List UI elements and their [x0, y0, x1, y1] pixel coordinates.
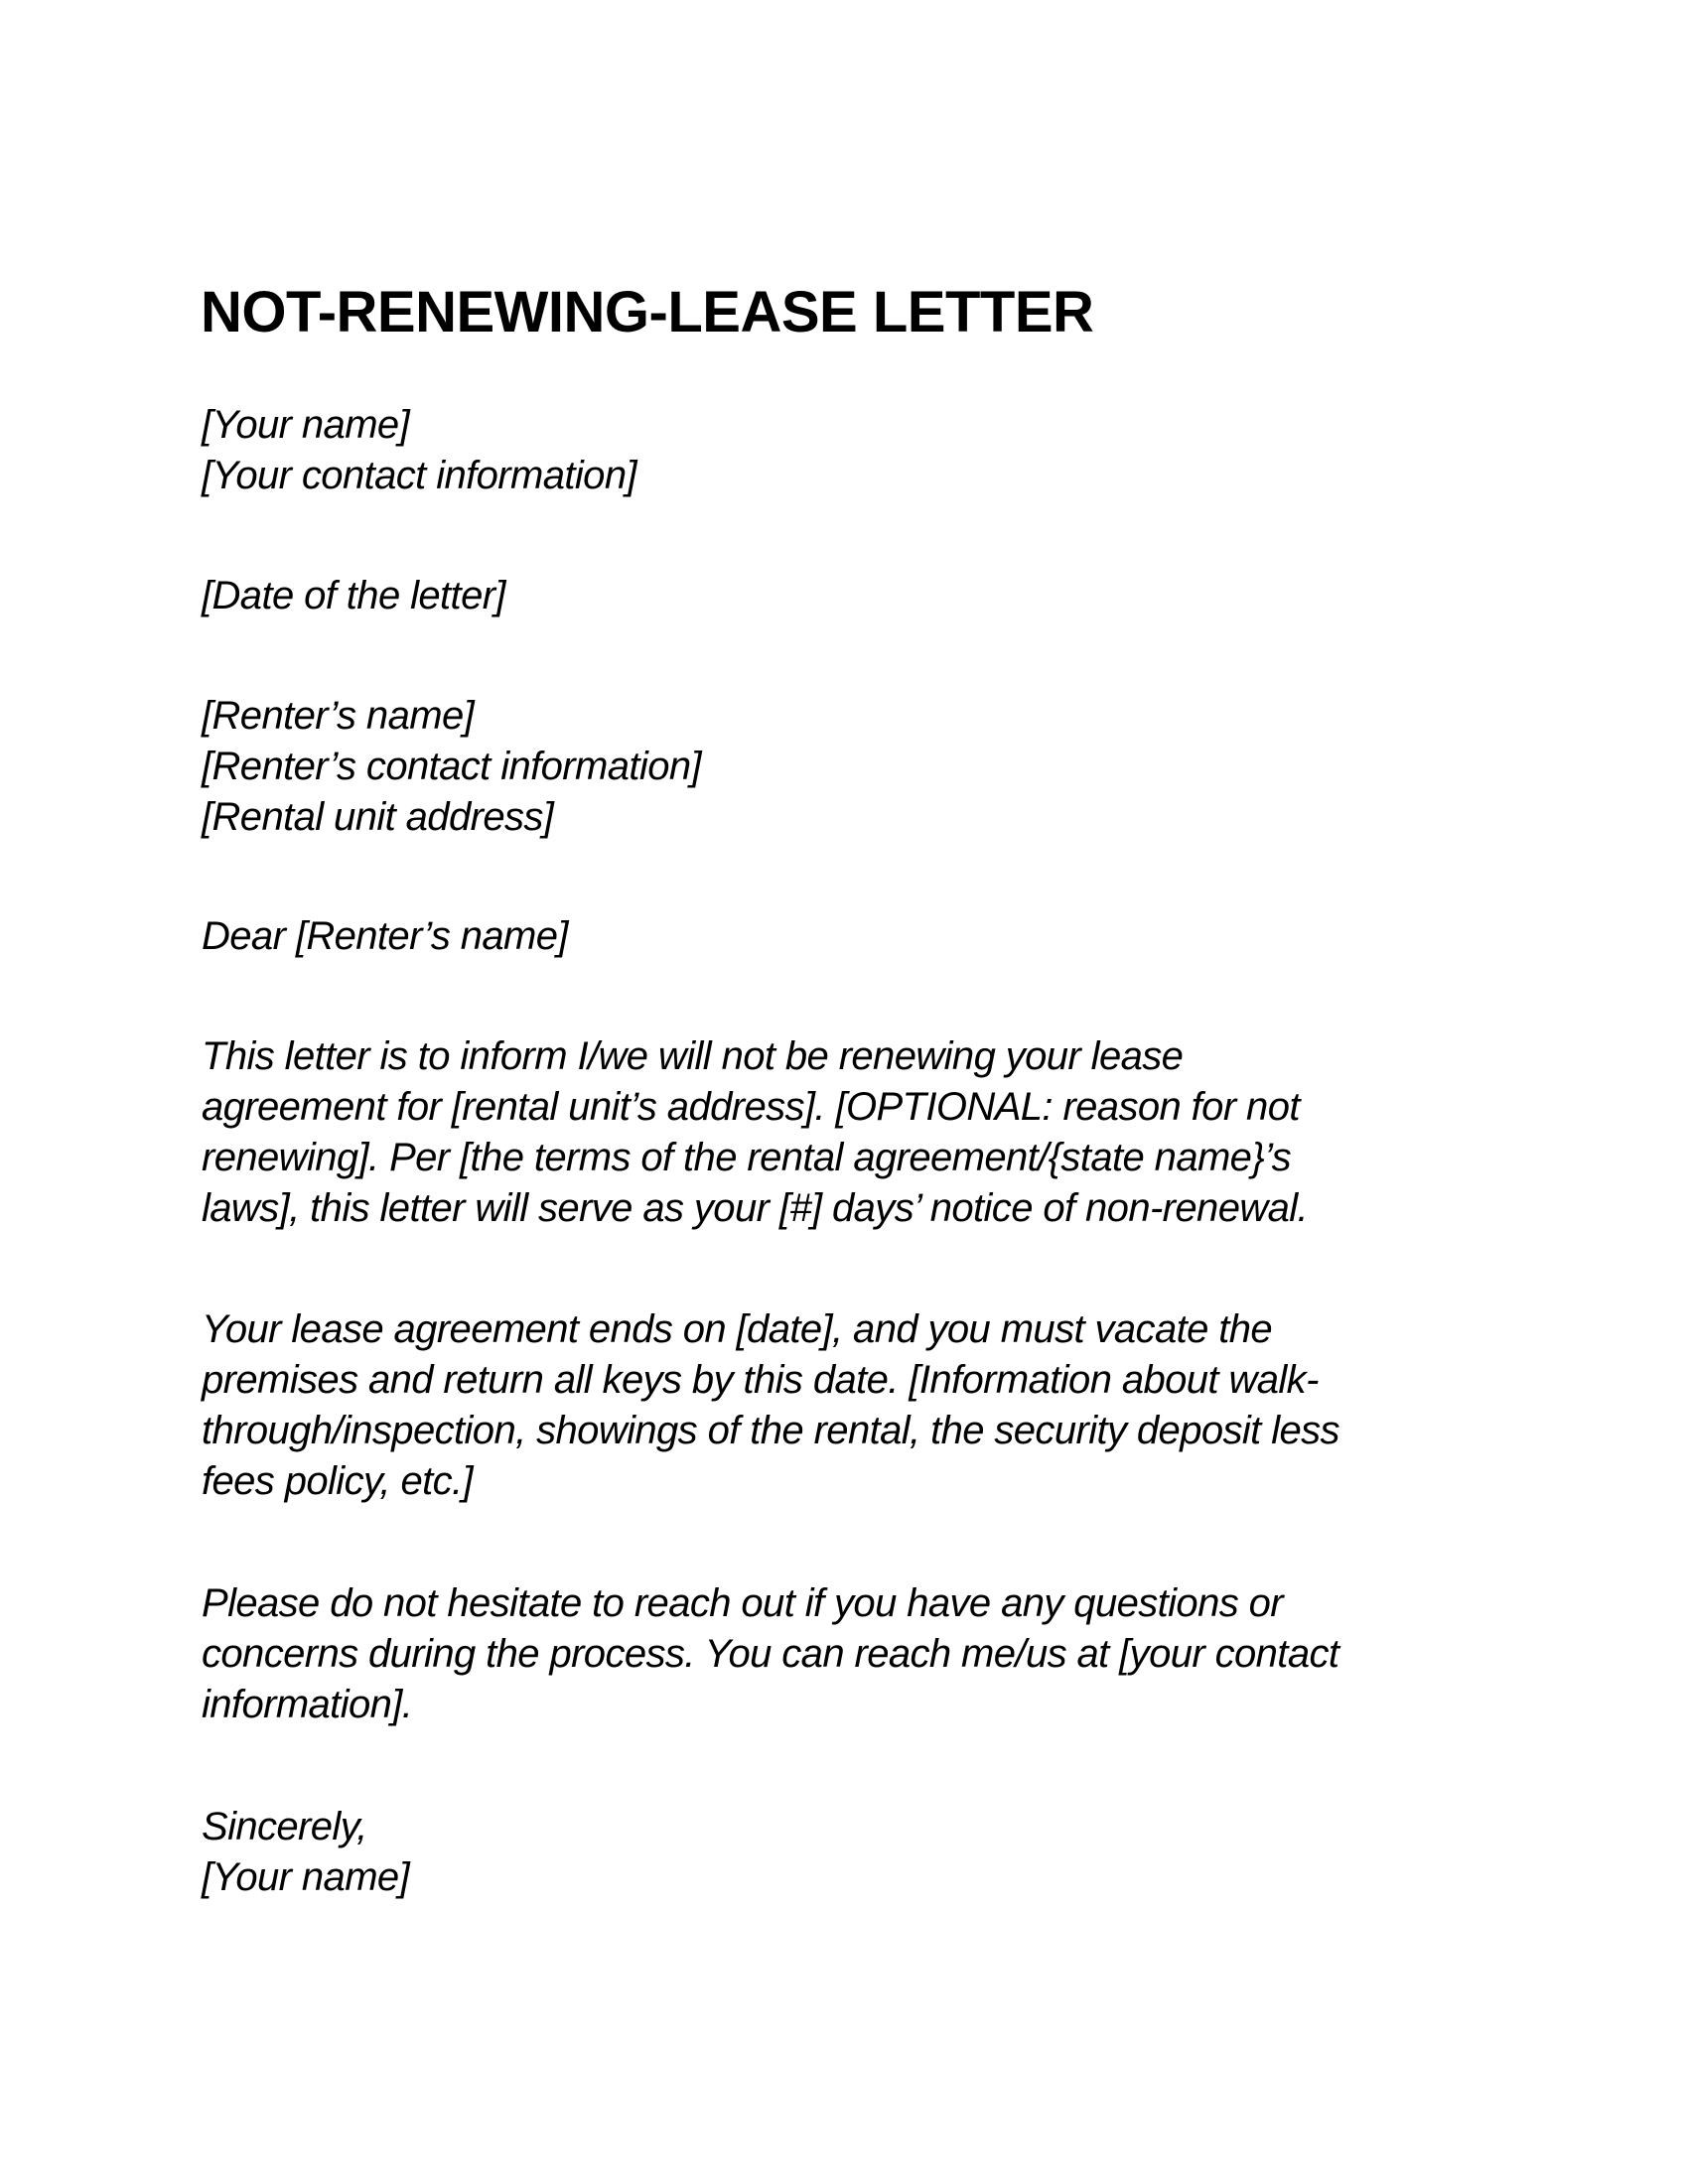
paragraph-3: [202, 1578, 1338, 1730]
recipient-contact: [Renter’s contact information]: [202, 745, 701, 788]
paragraph-line: information].: [202, 1683, 413, 1726]
paragraph-line: agreement for [rental unit’s address]. [OPTIONAL: reason for not: [202, 1085, 1300, 1129]
paragraph-line: premises and return all keys by this date. [Information about walk-: [202, 1358, 1319, 1402]
paragraph-1: [202, 1031, 1308, 1234]
paragraph-line: Please do not hesitate to reach out if you have any questions or: [202, 1581, 1284, 1625]
paragraph-line: This letter is to inform I/we will not be renewing your lease: [202, 1034, 1184, 1078]
paragraph-line: through/inspection, showings of the rental, the security deposit less: [202, 1409, 1339, 1452]
closing: Sincerely,: [202, 1805, 367, 1848]
sender-name: [Your name]: [202, 403, 410, 447]
salutation: Dear [Renter’s name]: [202, 914, 568, 958]
document-title: NOT-RENEWING-LEASE LETTER: [201, 280, 1094, 344]
paragraph-line: Your lease agreement ends on [date], and you must vacate the: [202, 1307, 1273, 1351]
salutation-block: [202, 911, 568, 962]
letter-date: [Date of the letter]: [202, 574, 505, 617]
recipient-block: [202, 691, 701, 843]
date-block: [202, 571, 505, 621]
paragraph-line: renewing]. Per [the terms of the rental agreement/{state name}’s: [202, 1136, 1292, 1179]
recipient-name: [Renter’s name]: [202, 694, 475, 738]
closing-block: [202, 1802, 409, 1903]
paragraph-line: concerns during the process. You can reach me/us at [your contact: [202, 1632, 1339, 1676]
paragraph-line: fees policy, etc.]: [202, 1459, 474, 1503]
paragraph-line: laws], this letter will serve as your [#] days’ notice of non-renewal.: [202, 1186, 1309, 1230]
sender-block: [202, 400, 636, 501]
paragraph-2: [202, 1304, 1339, 1507]
sender-contact: [Your contact information]: [202, 454, 636, 497]
recipient-address: [Rental unit address]: [202, 795, 554, 839]
signature-name: [Your name]: [202, 1855, 410, 1899]
